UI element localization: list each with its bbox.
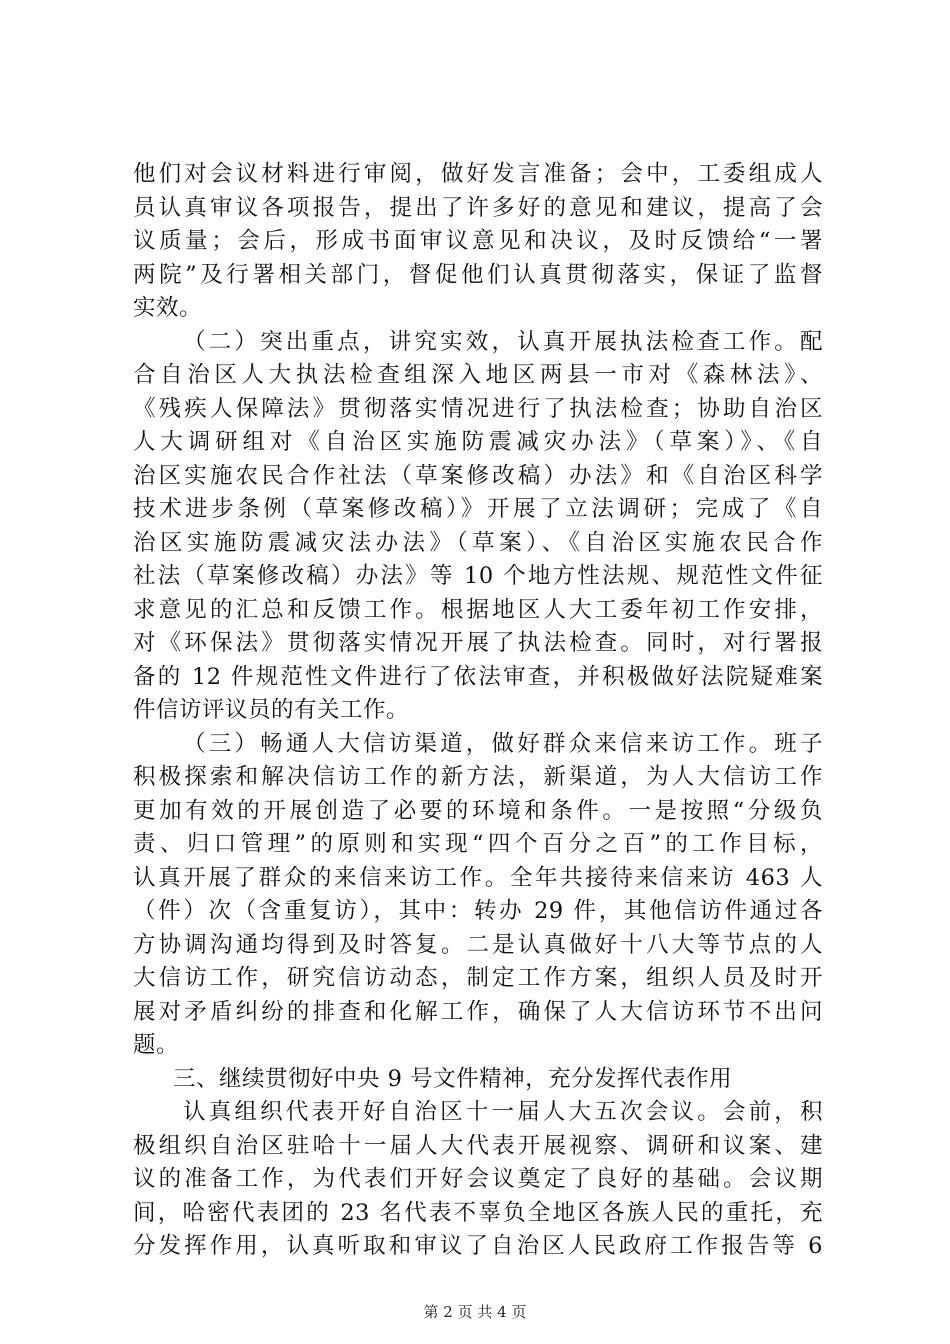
page-footer: 第 2 页 共 4 页 bbox=[423, 1303, 527, 1321]
document-body bbox=[133, 158, 823, 1264]
text-line: 议质量；会后，形成书面审议意见和决议，及时反馈给“一署 bbox=[133, 228, 823, 254]
text-line: 展对矛盾纠纷的排查和化解工作，确保了人大信访环节不出问 bbox=[133, 998, 823, 1025]
text-line: 议的准备工作，为代表们开好会议奠定了良好的基础。会议期 bbox=[133, 1166, 823, 1192]
text-line: 三、继续贯彻好中央 9 号文件精神，充分发挥代表作用 bbox=[173, 1065, 733, 1092]
text-line: 社法（草案修改稿）办法》等 10 个地方性法规、规范性文件征 bbox=[133, 563, 823, 589]
text-line: 两院”及行署相关部门，督促他们认真贯彻落实，保证了监督 bbox=[133, 261, 823, 288]
text-line: 认真开展了群众的来信来访工作。全年共接待来信来访 463 人 bbox=[133, 864, 823, 891]
text-line: 对《环保法》贯彻落实情况开展了执法检查。同时，对行署报 bbox=[133, 630, 823, 656]
text-line: 分发挥作用，认真听取和审议了自治区人民政府工作报告等 6 bbox=[133, 1233, 823, 1259]
text-line: （件）次（含重复访），其中：转办 29 件，其他信访件通过各 bbox=[133, 898, 823, 924]
text-line: 件信访评议员的有关工作。 bbox=[133, 697, 410, 723]
text-line: 极组织自治区驻哈十一届人大代表开展视察、调研和议案、建 bbox=[133, 1132, 823, 1159]
text-line: 《残疾人保障法》贯彻落实情况进行了执法检查；协助自治区 bbox=[133, 395, 823, 422]
text-line: 合自治区人大执法检查组深入地区两县一市对《森林法》、 bbox=[133, 362, 823, 388]
text-line: 技术进步条例（草案修改稿）》开展了立法调研；完成了《自 bbox=[133, 496, 823, 522]
text-line: 员认真审议各项报告，提出了许多好的意见和建议，提高了会 bbox=[133, 194, 823, 221]
text-line: 认真组织代表开好自治区十一届人大五次会议。会前，积 bbox=[183, 1099, 823, 1125]
text-line: 备的 12 件规范性文件进行了依法审查，并积极做好法院疑难案 bbox=[133, 663, 823, 690]
text-line: 方协调沟通均得到及时答复。二是认真做好十八大等节点的人 bbox=[133, 931, 823, 958]
text-line: 大信访工作，研究信访动态，制定工作方案，组织人员及时开 bbox=[133, 965, 823, 991]
text-line: 人大调研组对《自治区实施防震减灾办法》（草案）》、《自 bbox=[133, 429, 823, 455]
text-line: 更加有效的开展创造了必要的环境和条件。一是按照“分级负 bbox=[133, 797, 823, 824]
text-line: 间，哈密代表团的 23 名代表不辜负全地区各族人民的重托，充 bbox=[133, 1199, 823, 1226]
text-line: 他们对会议材料进行审阅，做好发言准备；会中，工委组成人 bbox=[133, 161, 823, 187]
text-line: 积极探索和解决信访工作的新方法，新渠道，为人大信访工作 bbox=[133, 764, 823, 790]
text-line: 治区实施防震减灾法办法》（草案）、《自治区实施农民合作 bbox=[133, 529, 823, 556]
text-line: 求意见的汇总和反馈工作。根据地区人大工委年初工作安排， bbox=[133, 596, 823, 623]
text-line: 题。 bbox=[133, 1032, 180, 1058]
text-line: 治区实施农民合作社法（草案修改稿）办法》和《自治区科学 bbox=[133, 462, 823, 489]
text-line: 实效。 bbox=[133, 295, 203, 321]
text-line: （二）突出重点，讲究实效，认真开展执法检查工作。配 bbox=[183, 328, 823, 355]
text-line: （三）畅通人大信访渠道，做好群众来信来访工作。班子 bbox=[183, 730, 823, 757]
text-line: 责、归口管理”的原则和实现“四个百分之百”的工作目标， bbox=[133, 831, 823, 857]
